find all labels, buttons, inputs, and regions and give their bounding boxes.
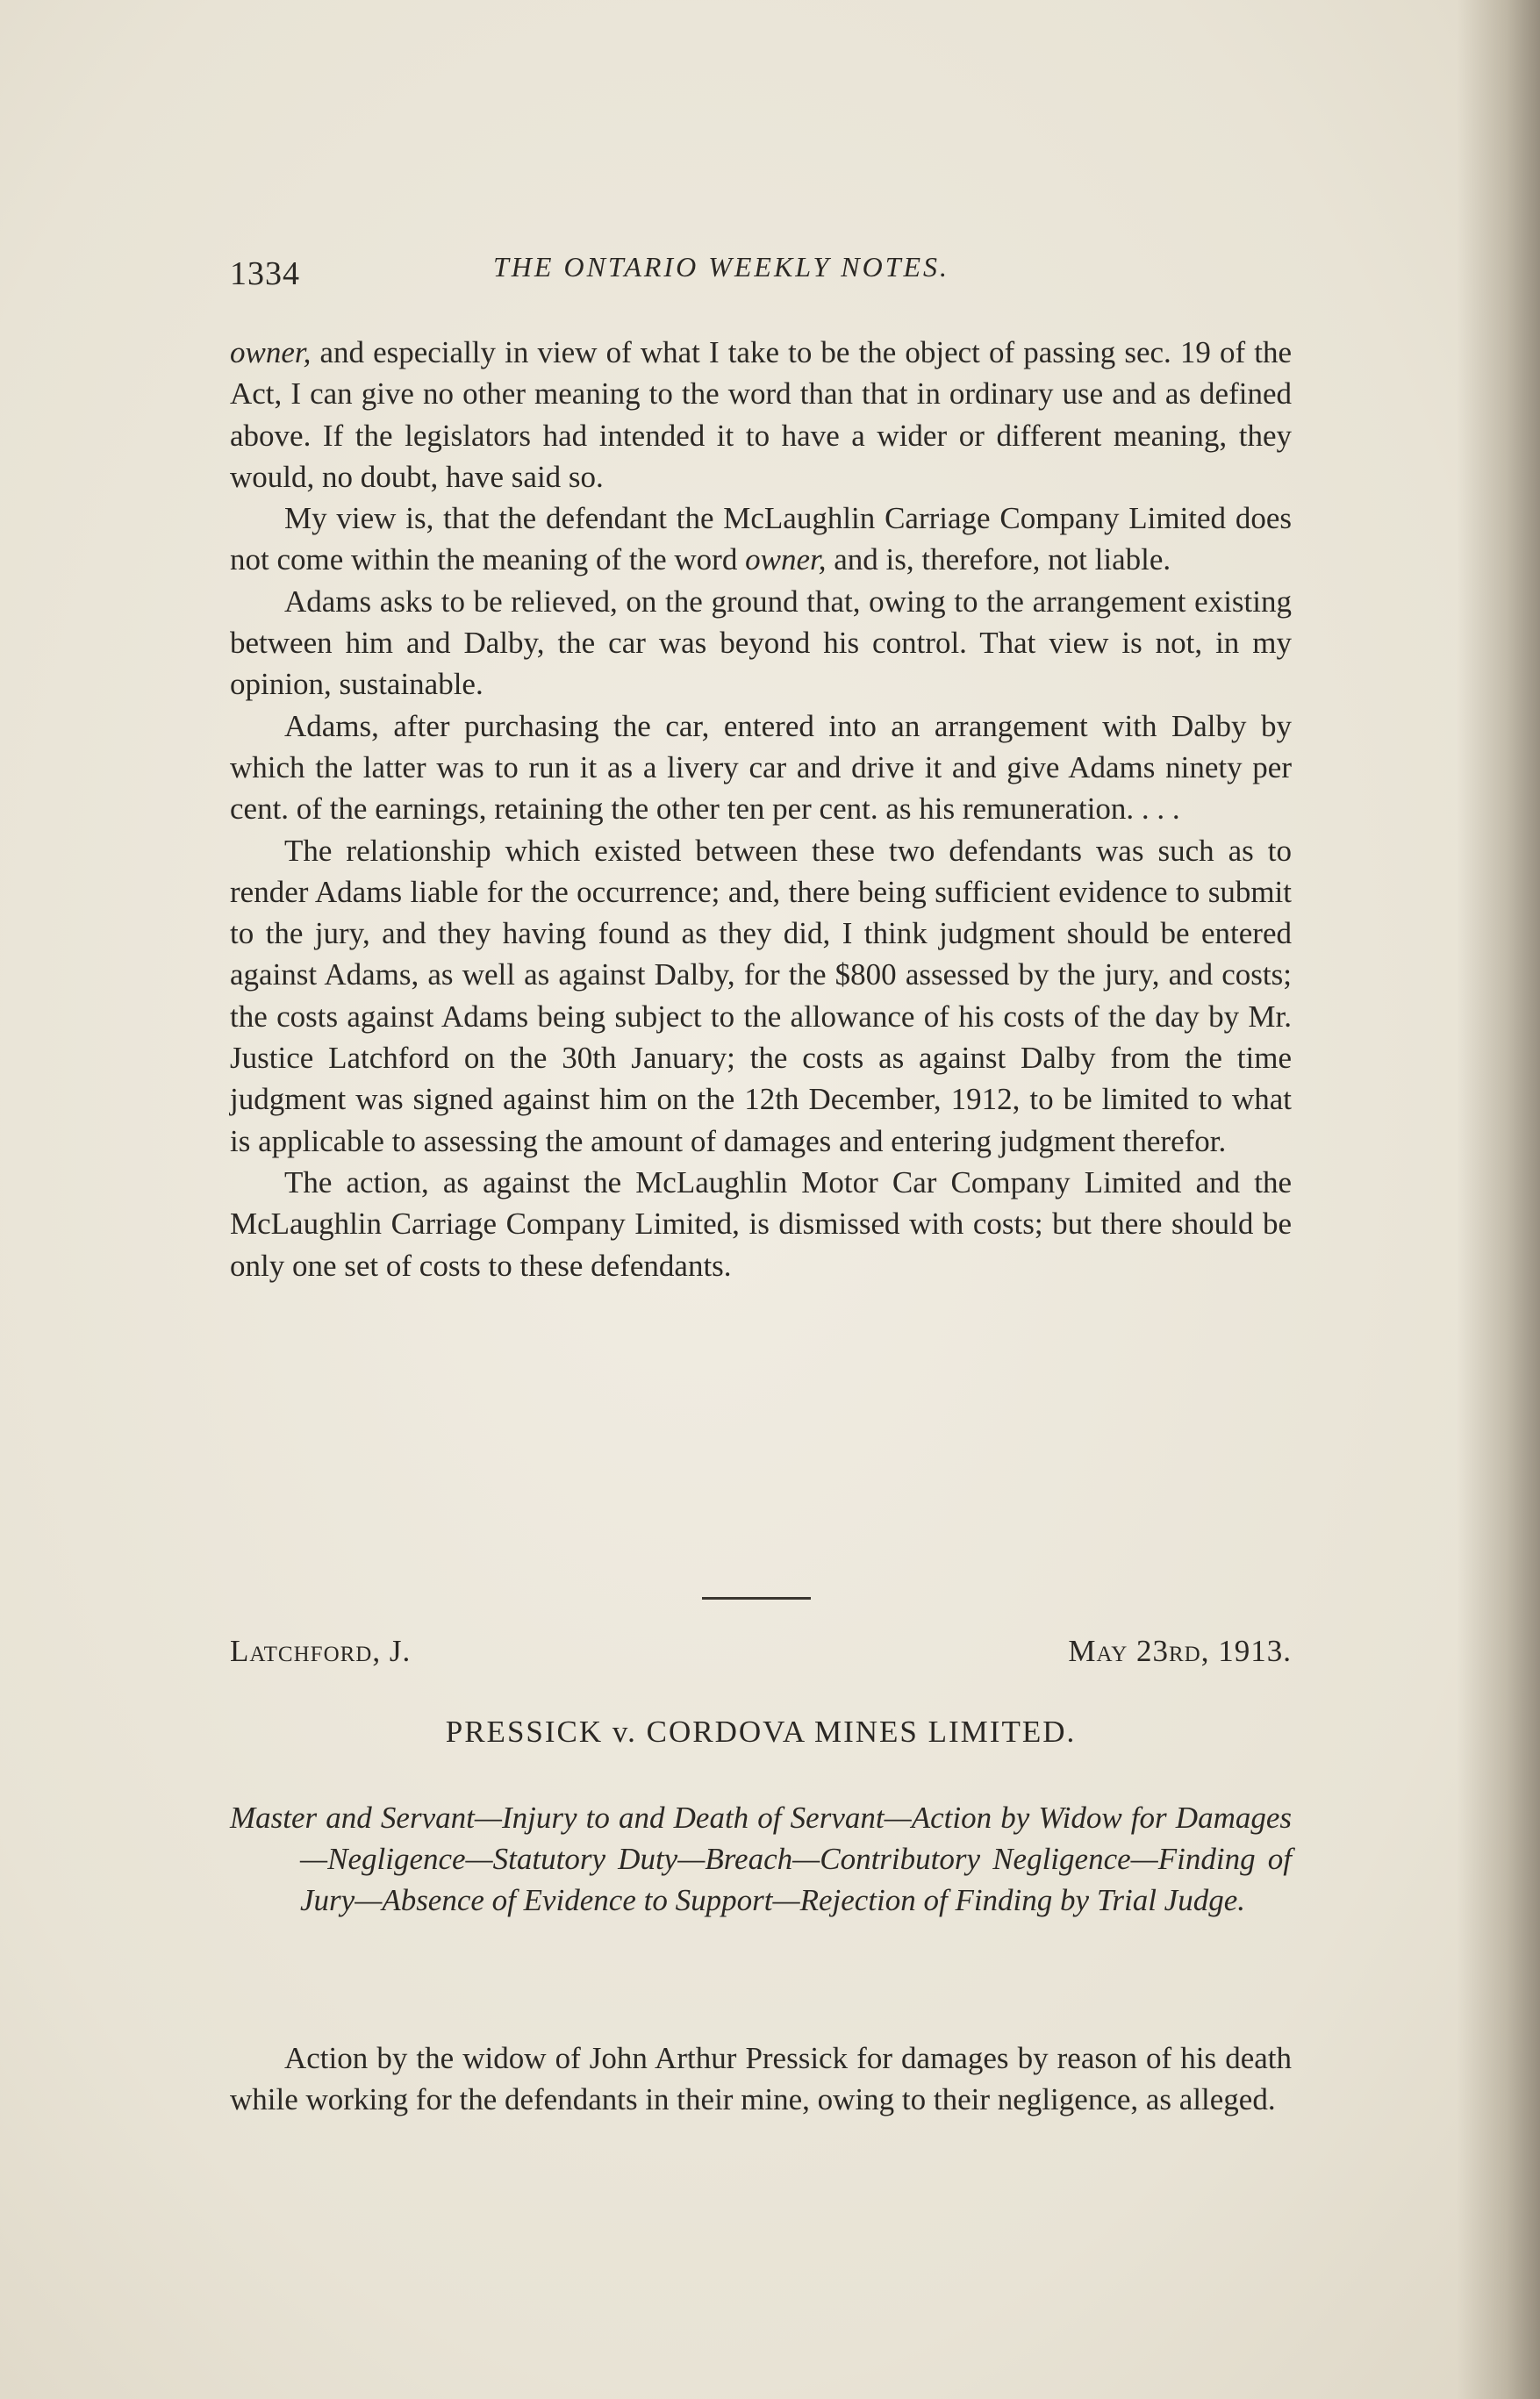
- judge-name: Latchford, J.: [230, 1634, 412, 1668]
- paragraph-text: and is, therefore, not liable.: [826, 542, 1171, 577]
- paragraph-2: [230, 498, 1292, 581]
- paragraph-6: The action, as against the McLaughlin Motor Car Company Limited and the McLaughlin Carriage Company Limited, is dismissed with costs; but there should be only one set of costs to these defendants.: [230, 1164, 1292, 1283]
- paragraph-1: [230, 332, 1292, 498]
- judgment-text: [230, 332, 1292, 1286]
- case-byline: [230, 1634, 1292, 1678]
- action-paragraph: Action by the widow of John Arthur Pressick for damages by reason of his death while working for the defendants in their mine, owing to their negligence, as alleged.: [230, 2041, 1292, 2116]
- paragraph-4: Adams, after purchasing the car, entered into an arrangement with Dalby by which the latter was to run it as a livery car and drive it and give Adams ninety per cent. of the earnings, retaining the other ten per cent. as his remuneration. . . .: [230, 708, 1292, 827]
- case-title: PRESSICK v. CORDOVA MINES LIMITED.: [445, 1715, 1077, 1749]
- running-title: THE ONTARIO WEEKLY NOTES.: [493, 251, 950, 283]
- case-headnote: Master and Servant—Injury to and Death of Servant—Action by Widow for Damages—Negligence—Statutory Duty—Breach—Contributory Negligence—Finding of Jury—Absence of Evidence to Support—Rejection of Finding by Trial Judge.: [230, 1801, 1292, 1917]
- page-header: [230, 246, 1292, 298]
- paragraph-5: The relationship which existed between these two defendants was such as to render Adams liable for the occurrence; and, there being sufficient evidence to submit to the jury, and they having found as they did, I think judgment should be entered against Adams, as well as against Dalby, for the $800 assessed by the jury, and costs; the costs against Adams being subject to the allowance of his costs of the day by Mr. Justice Latchford on the 30th January; the costs as against Dalby from the time judgment was signed against him on the 12th December, 1912, to be limited to what is applicable to assessing the amount of damages and entering judgment therefor.: [230, 833, 1292, 1158]
- italic-word: owner,: [230, 335, 312, 369]
- paragraph-text: and especially in view of what I take to be the object of passing sec. 19 of the Act, I can give no other meaning to the word than that in ordinary use and as defined above. If the legislators had intended it to have a wider or different meaning, they would, no doubt, have said so.: [230, 335, 1292, 494]
- paragraph-text: My view is, that the defendant the McLaughlin Carriage Company Limited does not come within the meaning of the word: [230, 501, 1292, 577]
- page-edge-shadow: [1457, 0, 1540, 2399]
- section-divider: [702, 1597, 811, 1600]
- page-number: 1334: [230, 255, 300, 292]
- decision-date: May 23rd, 1913.: [1068, 1634, 1292, 1668]
- italic-word: owner,: [745, 542, 827, 577]
- paragraph-3: Adams asks to be relieved, on the ground that, owing to the arrangement existing between him and Dalby, the car was beyond his control. That view is not, in my opinion, sustainable.: [230, 584, 1292, 702]
